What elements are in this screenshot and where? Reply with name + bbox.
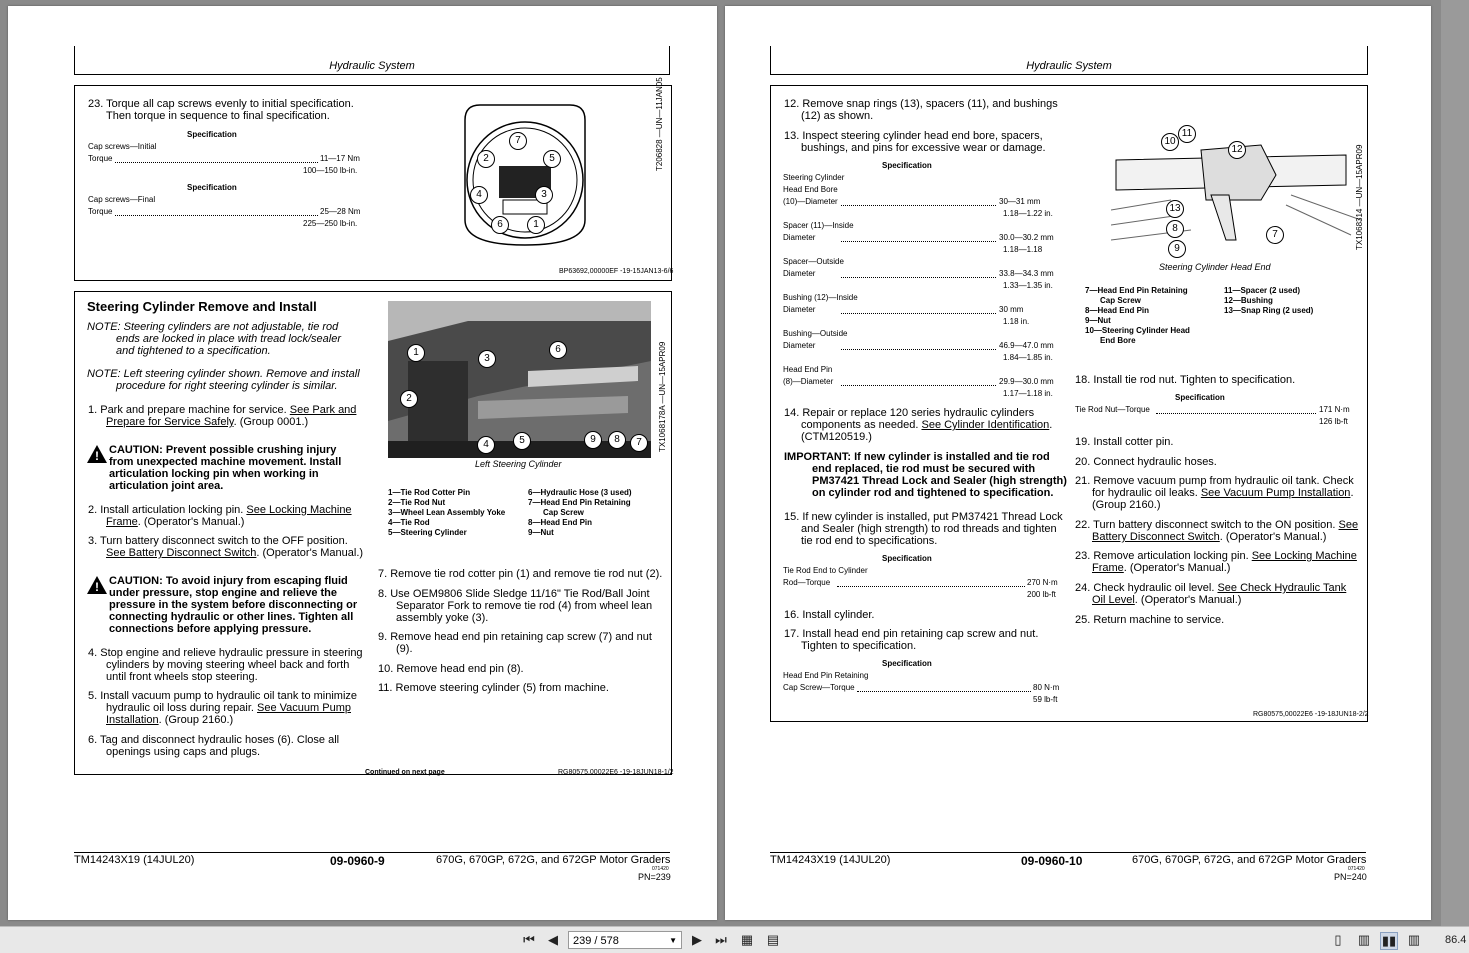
caution-1-line4: articulation joint area. (109, 480, 224, 492)
legend-item: Cap Screw (1100, 296, 1141, 305)
legend-item: 8—Head End Pin (528, 518, 593, 527)
caution-1-line3: articulation locking pin when working in (109, 468, 319, 480)
link-park-prepare-cont[interactable]: Prepare for Service Safely (106, 416, 234, 428)
link-park-prepare[interactable]: See Park and (289, 404, 357, 416)
step-2: 2. Install articulation locking pin. See Locking Machine (88, 504, 352, 516)
step-13-line2: bushings, and pins for excessive wear or damage. (801, 142, 1046, 154)
spec-value-lbft: 59 lb-ft (1033, 695, 1058, 704)
callout-9: 9 (584, 431, 602, 449)
note-1-line1: NOTE: Steering cylinders are not adjustable, tie rod (87, 321, 339, 333)
spec-text: 1.18—1.18 (1003, 245, 1043, 254)
note-1-line3: and tightened to a specification. (116, 345, 271, 357)
callout-4: 4 (470, 186, 488, 204)
step-3-cont: See Battery Disconnect Switch. (Operator's Manual.) (106, 547, 364, 559)
footer-page-number: 09-0960-10 (1021, 854, 1083, 868)
link-locking-machine[interactable]: See Locking Machine (1251, 550, 1357, 562)
spec-text: 30.0—30.2 mm (999, 233, 1054, 242)
spec-item: Cap screws—Initial (88, 142, 157, 151)
legend-item: 4—Tie Rod (388, 518, 430, 527)
step-15-line2: and Sealer (high strength) to rod threads and tighten (801, 523, 1057, 535)
link-battery-see[interactable]: See (1338, 519, 1359, 531)
spec-item: Tie Rod End to Cylinder (783, 566, 868, 575)
single-page-icon[interactable]: ▯ (1334, 932, 1342, 947)
callout-12: 12 (1228, 141, 1246, 159)
callout-2: 2 (477, 150, 495, 168)
spec-value-nm: 25—28 Nm (320, 207, 361, 216)
callout-10: 10 (1161, 133, 1179, 151)
note-2-line2: procedure for right steering cylinder is similar. (116, 380, 338, 392)
callout-9: 9 (1168, 240, 1186, 258)
legend-item: 12—Bushing (1224, 296, 1273, 305)
link-vacuum-pump-installation[interactable]: See Vacuum Pump Installation (1200, 487, 1351, 499)
legend-item: 7—Head End Pin Retaining (528, 498, 631, 507)
step-15-line3: tie rod end to specifications. (801, 535, 938, 547)
spec-text: 1.84—1.85 in. (1003, 353, 1053, 362)
spec-text: 30—31 mm (999, 197, 1041, 206)
spec-text: (10)—Diameter (783, 197, 838, 206)
zoom-level[interactable]: 86.4 (1445, 934, 1467, 946)
steering-cylinder-head-end-diagram (1111, 100, 1361, 255)
legend-item: Cap Screw (543, 508, 584, 517)
callout-7: 7 (1266, 226, 1284, 244)
spec-title: Specification (187, 130, 237, 139)
two-page-continuous-icon[interactable]: ▥ (1407, 932, 1421, 947)
spec-value-lbft: 126 lb-ft (1319, 417, 1348, 426)
legend-item: 7—Head End Pin Retaining (1085, 286, 1188, 295)
figure-code: T206828 —UN—11JAN05 (655, 77, 664, 171)
step-23-line1: 23. Torque all cap screws evenly to initial specification. (88, 98, 354, 110)
callout-5: 5 (543, 150, 561, 168)
procedure-box-head-end (770, 85, 1368, 722)
step-8-line1: 8. Use OEM9806 Slide Sledge 11/16" Tie Rod/Ball Joint (378, 588, 650, 600)
spec-value-nm: 171 N·m (1319, 405, 1350, 414)
section-title: Steering Cylinder Remove and Install (87, 299, 317, 314)
link-battery-disconnect-switch[interactable]: Battery Disconnect Switch (1092, 531, 1220, 543)
spec-title: Specification (882, 161, 932, 170)
legend-item: 6—Hydraulic Hose (3 used) (528, 488, 632, 497)
callout-2: 2 (400, 390, 418, 408)
step-14-line1: 14. Repair or replace 120 series hydraulic cylinders (784, 407, 1035, 419)
figure-caption: Left Steering Cylinder (475, 459, 562, 469)
step-23-line2: Then torque in sequence to final specification. (106, 110, 330, 122)
spec-title: Specification (882, 659, 932, 668)
spec-text: (8)—Diameter (783, 377, 834, 386)
step-19: 19. Install cotter pin. (1075, 436, 1174, 448)
caution-2-line4: connecting hydraulic or other lines. Tighten all (109, 611, 354, 623)
callout-3: 3 (478, 350, 496, 368)
document-page-right (725, 6, 1431, 920)
step-6-line2: openings using caps and plugs. (106, 746, 261, 758)
procedure-box-step23 (74, 77, 674, 281)
callout-8: 8 (1166, 220, 1184, 238)
step-22-line1: 22. Turn battery disconnect switch to the ON position. See (1075, 519, 1359, 531)
spec-label: Torque (88, 207, 113, 216)
step-8-line2: Separator Fork to remove tie rod (4) from wheel lean (396, 600, 653, 612)
step-16: 16. Install cylinder. (784, 609, 875, 621)
spec-text: 1.18 in. (1003, 317, 1030, 326)
link-locking-frame[interactable]: Frame (1092, 562, 1124, 574)
step-12-line1: 12. Remove snap rings (13), spacers (11), and bushings (784, 98, 1058, 110)
spec-text: Spacer—Outside (783, 257, 844, 266)
step-3: 3. Turn battery disconnect switch to the OFF position. (88, 535, 348, 547)
figure-code: TX1068178A —UN—15APR09 (658, 341, 667, 452)
document-page-left (8, 6, 717, 920)
important-line3: PM37421 Thread Lock and Sealer (high strength) (812, 475, 1067, 487)
step-9-line2: (9). (396, 643, 413, 655)
footer-sub: 071420 (652, 866, 669, 872)
spec-value-lbin: 100—150 lb-in. (303, 166, 358, 175)
step-15-line1: 15. If new cylinder is installed, put PM37421 Thread Lock (784, 511, 1063, 523)
figure-caption: Steering Cylinder Head End (1159, 262, 1271, 272)
spec-label: Tie Rod Nut—Torque (1075, 405, 1150, 414)
spec-value-lbin: 225—250 lb-in. (303, 219, 358, 228)
page-number-field[interactable]: 239 / 578 ▼ (568, 931, 682, 949)
spec-text: 29.9—30.0 mm (999, 377, 1054, 386)
last-page-icon[interactable]: ⏭ (715, 932, 727, 947)
step-6-line1: 6. Tag and disconnect hydraulic hoses (6). Close all (88, 734, 340, 746)
step-1: 1. Park and prepare machine for service. See Park and (88, 404, 357, 416)
footer-models: 670G, 670GP, 672G, and 672GP Motor Graders (1132, 854, 1367, 866)
viewer-scrollbar[interactable] (1441, 0, 1469, 926)
spec-text: Head End Pin (783, 365, 833, 374)
link-cylinder-identification[interactable]: See Cylinder Identification (921, 419, 1050, 431)
box-reference: RG80575,00022E6 -19-18JUN18-1/2 (558, 769, 674, 776)
spec-label: Torque (88, 154, 113, 163)
fit-page-icon[interactable]: ▦ (740, 932, 754, 947)
step-17-line2: Tighten to specification. (801, 640, 917, 652)
link-vacuum-pump[interactable]: See Vacuum Pump (257, 702, 351, 714)
spec-text: Bushing—Outside (783, 329, 848, 338)
footer-pn: PN=240 (1334, 872, 1367, 882)
caution-icon: ! (87, 576, 107, 594)
step-14-line3: (CTM120519.) (801, 431, 872, 443)
two-page-view-icon[interactable]: ▮▮ (1381, 933, 1397, 948)
page-header: Hydraulic System (74, 46, 670, 75)
callout-6: 6 (491, 216, 509, 234)
step-5-line1: 5. Install vacuum pump to hydraulic oil tank to minimize (88, 690, 358, 702)
spec-text: Diameter (783, 233, 816, 242)
legend-item: 2—Tie Rod Nut (388, 498, 446, 507)
link-oil-level[interactable]: Oil Level (1092, 594, 1135, 606)
legend-item: End Bore (1100, 336, 1136, 345)
step-17-line1: 17. Install head end pin retaining cap screw and nut. (784, 628, 1039, 640)
step-18: 18. Install tie rod nut. Tighten to specification. (1075, 374, 1296, 386)
important-line2: end replaced, tie rod must be secured with (812, 463, 1036, 475)
step-11: 11. Remove steering cylinder (5) from machine. (378, 682, 609, 694)
legend-item: 8—Head End Pin (1085, 306, 1150, 315)
footer-doc-id: TM14243X19 (14JUL20) (74, 854, 195, 866)
step-22-line2: Battery Disconnect Switch. (Operator's Manual.) (1092, 531, 1327, 543)
legend-item: 1—Tie Rod Cotter Pin (388, 488, 471, 497)
callout-7: 7 (630, 434, 648, 452)
spec-value-nm: 270 N·m (1027, 578, 1058, 587)
continuous-page-icon[interactable]: ▥ (1357, 932, 1371, 947)
spec-text: Steering Cylinder (783, 173, 845, 182)
legend-item: 9—Nut (1085, 316, 1111, 325)
step-24-line1: 24. Check hydraulic oil level. See Check Hydraulic Tank (1075, 582, 1347, 594)
caution-icon: ! (87, 445, 107, 463)
dropdown-arrow-icon[interactable]: ▼ (669, 936, 677, 945)
box-reference: RG80575,00022E6 -19-18JUN18-2/2 (1253, 711, 1369, 718)
spec-text: Head End Bore (783, 185, 838, 194)
next-page-icon[interactable]: ▶ (692, 932, 702, 947)
spec-text: Diameter (783, 305, 816, 314)
spec-text: Bushing (12)—Inside (783, 293, 858, 302)
legend-item: 5—Steering Cylinder (388, 528, 467, 537)
step-5-line3: Installation. (Group 2160.) (106, 714, 234, 726)
box-reference: BP63692,00000EF -19-15JAN13-6/6 (559, 268, 674, 275)
spec-item: Head End Pin Retaining (783, 671, 869, 680)
link-battery-disconnect[interactable]: See Battery Disconnect Switch (106, 547, 257, 559)
footer-models: 670G, 670GP, 672G, and 672GP Motor Graders (436, 854, 671, 866)
link-check-hydraulic-tank[interactable]: See Check Hydraulic Tank (1217, 582, 1347, 594)
step-2-cont: Frame. (Operator's Manual.) (106, 516, 245, 528)
spec-title: Specification (882, 554, 932, 563)
step-13-line1: 13. Inspect steering cylinder head end bore, spacers, (784, 130, 1043, 142)
step-23-line1: 23. Remove articulation locking pin. See Locking Machine (1075, 550, 1357, 562)
spec-title: Specification (1175, 393, 1225, 402)
spec-value-nm: 11—17 Nm (320, 154, 360, 163)
callout-13: 13 (1166, 200, 1184, 218)
step-4-line3: until front wheels stop steering. (106, 671, 258, 683)
step-23-line2: Frame. (Operator's Manual.) (1092, 562, 1231, 574)
step-21-line2: for hydraulic oil leaks. See Vacuum Pump Installation. (1092, 487, 1354, 499)
spec-text: 33.8—34.3 mm (999, 269, 1054, 278)
spec-text: Diameter (783, 341, 816, 350)
step-24-line2: Oil Level. (Operator's Manual.) (1092, 594, 1242, 606)
link-locking-frame-cont[interactable]: Frame (106, 516, 138, 528)
callout-6: 6 (549, 341, 567, 359)
continued-note: Continued on next page (365, 769, 445, 776)
callout-7: 7 (509, 132, 527, 150)
step-21-line1: 21. Remove vacuum pump from hydraulic oil tank. Check (1075, 475, 1354, 487)
steering-valve-bolt-diagram (455, 100, 595, 250)
spec-text: 1.18—1.22 in. (1003, 209, 1053, 218)
legend-item: 11—Spacer (2 used) (1224, 286, 1301, 295)
footer-doc-id: TM14243X19 (14JUL20) (770, 854, 891, 866)
previous-page-icon[interactable]: ◀ (548, 932, 558, 947)
link-vacuum-pump-cont[interactable]: Installation (106, 714, 159, 726)
spec-text: 30 mm (999, 305, 1024, 314)
caution-2-line1: CAUTION: To avoid injury from escaping fluid (109, 575, 348, 587)
step-4-line1: 4. Stop engine and relieve hydraulic pressure in steering (88, 647, 363, 659)
step-1-cont: Prepare for Service Safely. (Group 0001.) (106, 416, 309, 428)
important-line1: IMPORTANT: If new cylinder is installed and tie rod (784, 451, 1050, 463)
step-8-line3: assembly yoke (3). (396, 612, 489, 624)
procedure-box-steering-cylinder (74, 291, 672, 775)
caution-2-line3: pressure in the system before disconnecting or (109, 599, 358, 611)
spec-value-nm: 80 N·m (1033, 683, 1060, 692)
note-1-line2: ends are locked in place with tread lock/sealer (116, 333, 342, 345)
caution-2-line5: connections before applying pressure. (109, 623, 312, 635)
important-line4: on cylinder rod and tightened to specification. (812, 487, 1054, 499)
step-25: 25. Return machine to service. (1075, 614, 1225, 626)
legend-item: 3—Wheel Lean Assembly Yoke (388, 508, 506, 517)
step-5-line2: hydraulic oil loss during repair. See Vacuum Pump (106, 702, 351, 714)
step-7: 7. Remove tie rod cotter pin (1) and remove tie rod nut (2). (378, 568, 663, 580)
step-9-line1: 9. Remove head end pin retaining cap screw (7) and nut (378, 631, 652, 643)
callout-1: 1 (407, 344, 425, 362)
callout-11: 11 (1178, 125, 1196, 143)
page-header: Hydraulic System (770, 46, 1368, 75)
step-12-line2: (12) as shown. (801, 110, 874, 122)
spec-title: Specification (187, 183, 237, 192)
step-4-line2: cylinders by moving steering wheel back and forth (106, 659, 350, 671)
caution-1-line2: from unexpected machine movement. Install (109, 456, 342, 468)
footer-sub: 071420 (1348, 866, 1365, 872)
viewer-toolbar (0, 926, 1469, 953)
first-page-icon[interactable]: ⏮ (523, 932, 535, 947)
spec-text: Diameter (783, 269, 816, 278)
caution-2-line2: under pressure, stop engine and relieve the (109, 587, 338, 599)
spec-item: Cap screws—Final (88, 195, 156, 204)
callout-1: 1 (527, 216, 545, 234)
callout-4: 4 (477, 436, 495, 454)
spec-label: Rod—Torque (783, 578, 831, 587)
link-locking-frame[interactable]: See Locking Machine (246, 504, 352, 516)
spec-text: Spacer (11)—Inside (783, 221, 854, 230)
footer-pn: PN=239 (638, 872, 671, 882)
spec-text: 46.9—47.0 mm (999, 341, 1054, 350)
spec-value-lbft: 200 lb-ft (1027, 590, 1056, 599)
fit-width-icon[interactable]: ▤ (766, 932, 780, 947)
callout-8: 8 (608, 431, 626, 449)
spec-text: 1.17—1.18 in. (1003, 389, 1053, 398)
callout-5: 5 (513, 432, 531, 450)
step-10: 10. Remove head end pin (8). (378, 663, 524, 675)
footer-page-number: 09-0960-9 (330, 854, 385, 868)
legend-item: 9—Nut (528, 528, 554, 537)
figure-code: TX1068314 —UN—15APR09 (1355, 144, 1364, 250)
step-20: 20. Connect hydraulic hoses. (1075, 456, 1217, 468)
legend-item: 13—Snap Ring (2 used) (1224, 306, 1314, 315)
note-2-line1: NOTE: Left steering cylinder shown. Remove and install (87, 368, 360, 380)
step-14-line2: components as needed. See Cylinder Identification. (801, 419, 1053, 431)
spec-label: Cap Screw—Torque (783, 683, 855, 692)
step-21-line3: (Group 2160.) (1092, 499, 1161, 511)
caution-1-line1: CAUTION: Prevent possible crushing injury (109, 444, 337, 456)
legend-item: 10—Steering Cylinder Head (1085, 326, 1190, 335)
callout-3: 3 (535, 186, 553, 204)
spec-text: 1.33—1.35 in. (1003, 281, 1053, 290)
